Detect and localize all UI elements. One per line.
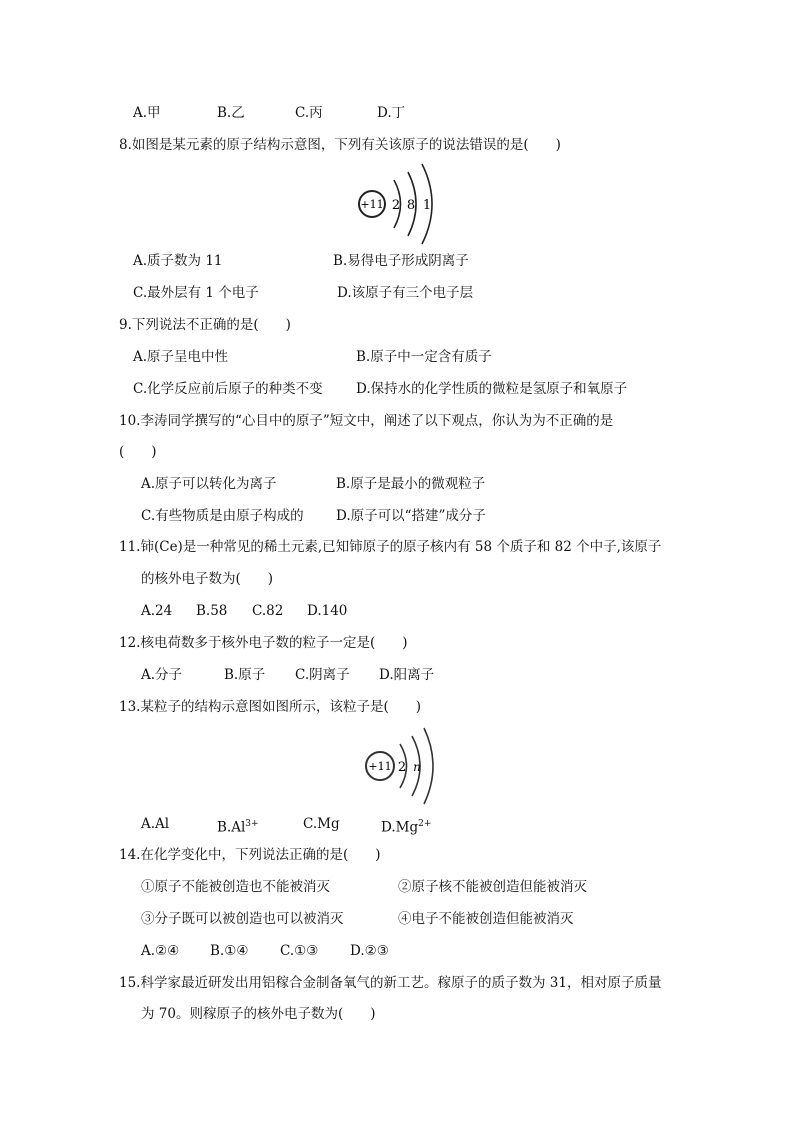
q14-statement-2: ②原子核不能被创造但能被消灭 bbox=[398, 879, 587, 895]
q10-option-b: B.原子是最小的微观粒子 bbox=[336, 476, 486, 492]
q14-option-c: C.①③ bbox=[280, 943, 319, 959]
q10-answer-paren: ( ) bbox=[119, 444, 157, 460]
q8-shell-1: 2 bbox=[391, 198, 401, 213]
q11-stem-line1: 11.铈(Ce)是一种常见的稀土元素,已知铈原子的原子核内有 58 个质子和 82 个中子,该原子 bbox=[119, 539, 662, 555]
q11-stem-line2: 的核外电子数为( ) bbox=[141, 571, 274, 587]
q8-option-c: C.最外层有 1 个电子 bbox=[133, 285, 259, 301]
q14-option-b: B.①④ bbox=[210, 943, 249, 959]
q8-stem: 8.如图是某元素的原子结构示意图，下列有关该原子的说法错误的是( ) bbox=[119, 137, 561, 153]
q14-statement-1: ①原子不能被创造也不能被消灭 bbox=[141, 879, 330, 895]
q8-nucleus-label: +11 bbox=[360, 198, 384, 211]
q13-option-b: $B.Al^{3+}$ bbox=[217, 819, 259, 836]
q13-stem: 13.某粒子的结构示意图如图所示，该粒子是( ) bbox=[119, 699, 422, 715]
q13-particle-diagram bbox=[360, 724, 440, 808]
q8-atom-diagram bbox=[352, 158, 442, 248]
q12-stem: 12.核电荷数多于核外电子数的粒子一定是( ) bbox=[119, 635, 408, 651]
q8-shell-3: 1 bbox=[422, 198, 432, 213]
q7-option-c: C.丙 bbox=[295, 105, 323, 121]
q11-option-b: B.58 bbox=[196, 603, 228, 619]
q7-option-a: A.甲 bbox=[133, 105, 161, 121]
q12-option-d: D.阳离子 bbox=[379, 667, 435, 683]
q13-shell-1: 2 bbox=[397, 760, 407, 775]
q13-shell-2: n bbox=[413, 760, 421, 774]
q9-option-a: A.原子呈电中性 bbox=[133, 349, 229, 365]
q15-stem-line1: 15.科学家最近研发出用铝稼合金制备氧气的新工艺。稼原子的质子数为 31，相对原子质量 bbox=[119, 975, 662, 991]
q9-option-d: D.保持水的化学性质的微粒是氢原子和氧原子 bbox=[356, 381, 628, 397]
q12-option-a: A.分子 bbox=[141, 667, 183, 683]
q11-option-c: C.82 bbox=[252, 603, 284, 619]
q10-option-a: A.原子可以转化为离子 bbox=[141, 476, 277, 492]
q15-stem-line2: 为 70。则稼原子的核外电子数为( ) bbox=[141, 1006, 376, 1022]
q12-option-c: C.阴离子 bbox=[295, 667, 350, 683]
q8-option-b: B.易得电子形成阴离子 bbox=[333, 253, 469, 269]
q11-option-a: A.24 bbox=[141, 603, 173, 619]
q13-option-c: C.Mg bbox=[303, 816, 340, 832]
q8-option-a: A.质子数为 11 bbox=[133, 253, 223, 269]
q10-option-d: D.原子可以“搭建”成分子 bbox=[336, 508, 486, 524]
q10-stem: 10.李涛同学撰写的“心目中的原子”短文中，阐述了以下观点，你认为为不正确的是 bbox=[119, 413, 614, 429]
q9-option-c: C.化学反应前后原子的种类不变 bbox=[133, 381, 323, 397]
q14-option-d: D.②③ bbox=[350, 943, 389, 959]
q14-statement-3: ③分子既可以被创造也可以被消灭 bbox=[141, 911, 344, 927]
q7-option-b: B.乙 bbox=[217, 105, 245, 121]
q8-shell-2: 8 bbox=[406, 198, 416, 213]
q14-option-a: A.②④ bbox=[141, 943, 180, 959]
q11-option-d: D.140 bbox=[307, 603, 348, 619]
q14-statement-4: ④电子不能被创造但能被消灭 bbox=[398, 911, 574, 927]
q13-option-d: $D.Mg^{2+}$ bbox=[381, 819, 432, 836]
q8-option-d: D.该原子有三个电子层 bbox=[337, 285, 474, 301]
q9-option-b: B.原子中一定含有质子 bbox=[356, 349, 492, 365]
q10-option-c: C.有些物质是由原子构成的 bbox=[141, 508, 304, 524]
q7-option-d: D.丁 bbox=[377, 105, 406, 121]
q13-option-a: A.Al bbox=[141, 816, 170, 832]
q13-nucleus-label: +11 bbox=[368, 760, 392, 773]
q14-stem: 14.在化学变化中，下列说法正确的是( ) bbox=[119, 847, 381, 863]
q12-option-b: B.原子 bbox=[224, 667, 266, 683]
q9-stem: 9.下列说法不正确的是( ) bbox=[119, 317, 291, 333]
